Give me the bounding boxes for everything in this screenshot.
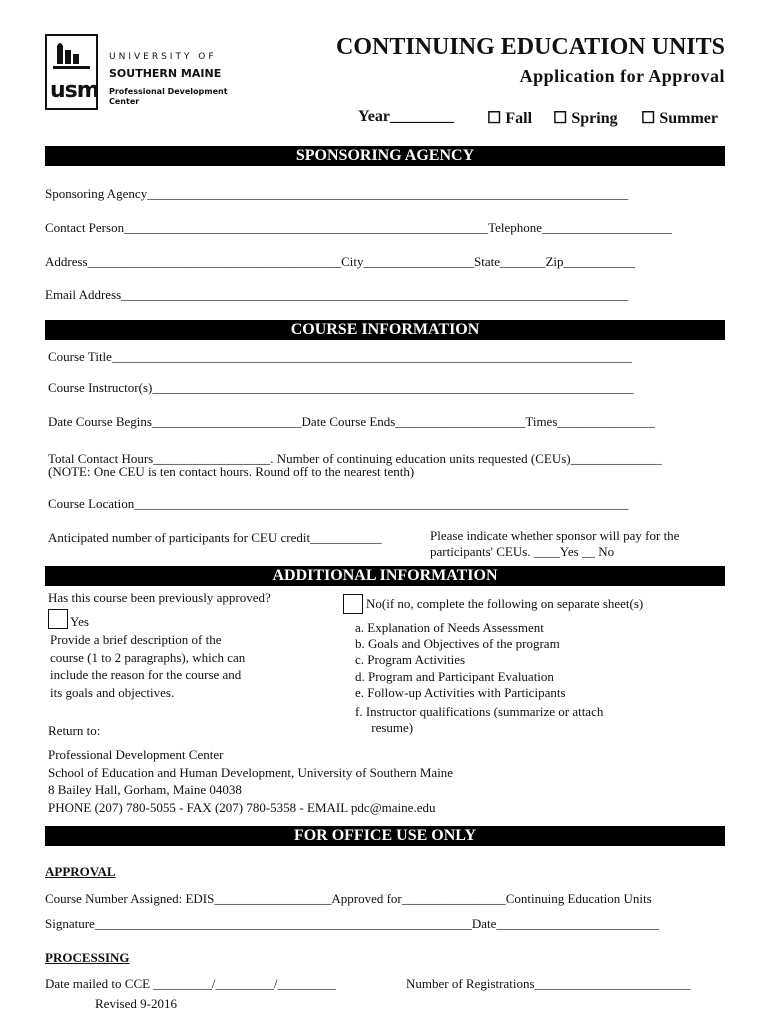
sponsoring-agency-header: SPONSORING AGENCY <box>45 146 725 166</box>
list-item: b. Goals and Objectives of the program <box>355 636 560 652</box>
no-requirements-list <box>355 620 603 736</box>
term-spring-checkbox[interactable]: ☐ Spring <box>553 110 618 127</box>
yes-label: Yes <box>70 614 89 629</box>
logo-school-line: SOUTHERN MAINE <box>109 67 222 80</box>
list-item: resume) <box>355 720 414 736</box>
list-item: a. Explanation of Needs Assessment <box>355 620 544 635</box>
sponsoring-agency-field[interactable]: Sponsoring Agency__________________________________________________________________________ <box>45 186 629 201</box>
contact-hours-field[interactable]: Total Contact Hours__________________. Number of continuing education units requested (CEUs)______________ <box>48 451 662 466</box>
address-line: Professional Development Center <box>48 747 224 762</box>
no-label: No(if no, complete the following on separate sheet(s) <box>366 596 644 611</box>
revision-note: Revised 9-2016 <box>95 996 177 1011</box>
address-field[interactable]: Address_______________________________________City_________________State_______Zip___________ <box>45 254 636 269</box>
course-information-header: COURSE INFORMATION <box>45 320 725 340</box>
ceu-note: (NOTE: One CEU is ten contact hours. Round off to the nearest tenth) <box>48 464 415 479</box>
list-item: e. Follow-up Activities with Participants <box>355 684 566 700</box>
course-dates-field[interactable]: Date Course Begins_______________________Date Course Ends____________________Times_______________ <box>48 414 655 429</box>
page-subtitle: Application for Approval <box>519 66 725 86</box>
return-address <box>48 746 453 816</box>
address-line: 8 Bailey Hall, Gorham, Maine 04038 <box>48 782 242 797</box>
additional-information-header: ADDITIONAL INFORMATION <box>45 566 725 586</box>
logo-frame <box>45 34 98 110</box>
no-checkbox[interactable] <box>343 594 363 614</box>
logo-wordmark: usm <box>50 78 99 103</box>
course-title-field[interactable]: Course Title________________________________________________________________________________ <box>48 349 632 364</box>
approval-heading: APPROVAL <box>45 864 116 879</box>
yes-description-line: course (1 to 2 paragraphs), which can <box>50 649 246 665</box>
registrations-field[interactable]: Number of Registrations________________________ <box>406 976 691 991</box>
participants-field[interactable]: Anticipated number of participants for CEU credit___________ <box>48 530 382 545</box>
course-number-field[interactable]: Course Number Assigned: EDIS__________________Approved for________________Continuing Education Units <box>45 891 652 906</box>
date-mailed-field[interactable]: Date mailed to CCE _________/_________/_________ <box>45 976 337 991</box>
yes-description-line: Provide a brief description of the <box>50 632 222 647</box>
page-title: CONTINUING EDUCATION UNITS <box>336 34 725 60</box>
office-use-header: FOR OFFICE USE ONLY <box>45 826 725 846</box>
sponsor-pay-options[interactable]: participants' CEUs. ____Yes __ No <box>430 544 615 559</box>
course-location-field[interactable]: Course Location____________________________________________________________________________ <box>48 496 629 511</box>
course-instructor-field[interactable]: Course Instructor(s)__________________________________________________________________________ <box>48 380 634 395</box>
usm-logo <box>45 34 228 114</box>
sponsor-pay-text: Please indicate whether sponsor will pay for the <box>430 528 680 543</box>
logo-dept-line2: Center <box>109 97 140 106</box>
logo-university-line: UNIVERSITY OF <box>109 52 217 62</box>
yes-checkbox[interactable] <box>48 609 68 629</box>
list-item: d. Program and Participant Evaluation <box>355 668 554 684</box>
yes-description-line: its goals and objectives. <box>50 684 175 700</box>
processing-heading: PROCESSING <box>45 950 130 965</box>
term-summer-checkbox[interactable]: ☐ Summer <box>641 110 718 127</box>
year-field[interactable]: Year________ <box>358 108 454 125</box>
signature-field[interactable]: Signature__________________________________________________________Date_________________________ <box>45 916 659 931</box>
yes-description <box>50 631 245 701</box>
yes-description-line: include the reason for the course and <box>50 667 242 682</box>
previously-approved-question: Has this course been previously approved? <box>48 590 271 605</box>
term-fall-checkbox[interactable]: ☐ Fall <box>487 110 533 127</box>
address-line: PHONE (207) 780-5055 - FAX (207) 780-5358 - EMAIL pdc@maine.edu <box>48 799 436 815</box>
email-address-field[interactable]: Email Address______________________________________________________________________________ <box>45 287 629 302</box>
logo-dept-line1: Professional Development <box>109 87 228 96</box>
list-item: c. Program Activities <box>355 652 466 668</box>
contact-person-field[interactable]: Contact Person________________________________________________________Telephone____________________ <box>45 220 673 235</box>
list-item: f. Instructor qualifications (summarize or attach <box>355 704 604 720</box>
return-to-label: Return to: <box>48 723 101 738</box>
address-line: School of Education and Human Development, University of Southern Maine <box>48 764 454 780</box>
